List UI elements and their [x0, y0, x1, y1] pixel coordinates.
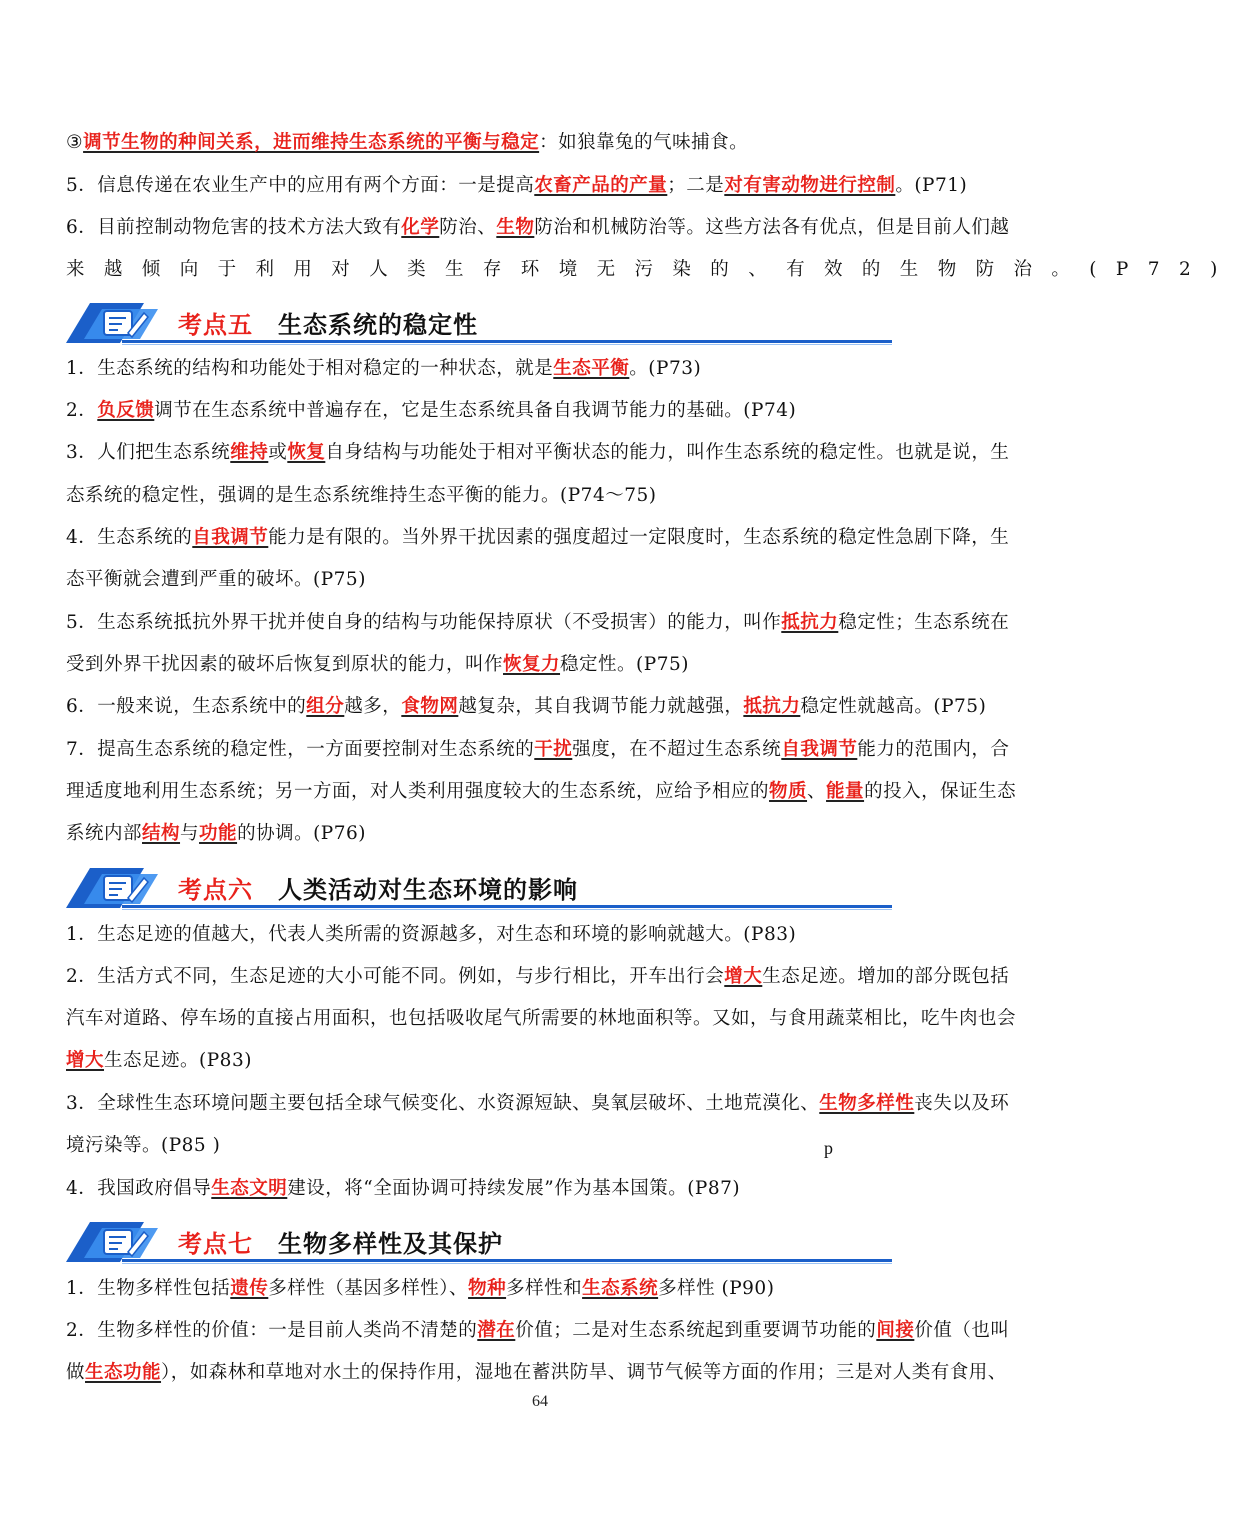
text-run: 建设，将“全面协调可持续发展”作为基本国策。(P87): [287, 1178, 741, 1199]
highlight-term: 生物: [496, 217, 535, 238]
text-run: 能力的范围内，合: [857, 739, 1010, 760]
text-run: 2．生活方式不同，生态足迹的大小可能不同。例如，与步行相比，开车出行会: [66, 966, 725, 987]
highlight-term: 功能: [199, 823, 238, 844]
text-run: 5．生态系统抵抗外界干扰并使自身的结构与功能保持原状（不受损害）的能力，叫作: [66, 612, 782, 633]
text-run: 能力是有限的。当外界干扰因素的强度超过一定限度时，生态系统的稳定性急剧下降，生: [268, 527, 1010, 548]
text-run: 汽车对道路、停车场的直接占用面积，也包括吸收尾气所需要的林地面积等。又如，与食用蔬菜相比，吃牛肉也会: [66, 1008, 1017, 1029]
highlight-term: 生态系统: [582, 1278, 659, 1299]
text-run: 生态足迹。(P83): [104, 1050, 252, 1071]
text-line: [66, 130, 1016, 156]
highlight-term: 抵抗力: [781, 612, 839, 633]
text-run: 。(P71): [895, 175, 968, 196]
section-header-7: [66, 1218, 892, 1266]
text-run: 越复杂，其自我调节能力就越强，: [458, 696, 744, 717]
text-run: 4．我国政府倡导: [66, 1178, 212, 1199]
text-line: [66, 821, 1016, 847]
text-run: 或: [268, 442, 288, 463]
text-line: [66, 1133, 1016, 1159]
text-line: [66, 610, 1016, 636]
text-run: 4．生态系统的: [66, 527, 193, 548]
highlight-term: 生态平衡: [553, 358, 630, 379]
text-run: 理适度地利用生态系统；另一方面，对人类利用强度较大的生态系统，应给予相应的: [66, 781, 770, 802]
text-line: [66, 215, 1016, 241]
text-run: 调节在生态系统中普遍存在，它是生态系统具备自我调节能力的基础。(P74): [154, 400, 797, 421]
highlight-term: 食物网: [401, 696, 459, 717]
highlight-term: 维持: [230, 442, 269, 463]
text-line: [66, 779, 1016, 805]
text-run: 6．目前控制动物危害的技术方法大致有: [66, 217, 402, 238]
highlight-term: 生态文明: [211, 1178, 288, 1199]
text-run: 生态足迹。增加的部分既包括: [762, 966, 1010, 987]
highlight-term: 物质: [769, 781, 808, 802]
highlight-term: 自我调节: [192, 527, 269, 548]
text-run: 做: [66, 1362, 86, 1383]
section-tag: 考点六: [178, 876, 253, 904]
text-line: [66, 1318, 1016, 1344]
text-run: 5．信息传递在农业生产中的应用有两个方面：一是提高: [66, 175, 535, 196]
text-line: [66, 356, 1016, 382]
highlight-term: 结构: [142, 823, 181, 844]
text-run: 3．全球性生态环境问题主要包括全球气候变化、水资源短缺、臭氧层破坏、土地荒漠化、: [66, 1093, 820, 1114]
text-run: 1．生物多样性包括: [66, 1278, 231, 1299]
highlight-term: 负反馈: [97, 400, 155, 421]
text-run: 价值（也叫: [914, 1320, 1010, 1341]
text-line: [66, 964, 1016, 990]
page-number: 64: [532, 1393, 548, 1410]
text-run: ；二是: [667, 175, 725, 196]
highlight-term: 增大: [66, 1050, 105, 1071]
highlight-term: 恢复力: [503, 654, 561, 675]
text-run: 受到外界干扰因素的破坏后恢复到原状的能力，叫作: [66, 654, 504, 675]
text-run: 稳定性。(P75): [560, 654, 689, 675]
highlight-term: 抵抗力: [743, 696, 801, 717]
text-run: 丧失以及环: [914, 1093, 1010, 1114]
highlight-term: 干扰: [534, 739, 573, 760]
section-title: 生态系统的稳定性: [278, 311, 478, 339]
text-run: 2．生物多样性的价值：一是目前人类尚不清楚的: [66, 1320, 478, 1341]
text-line: [66, 398, 1016, 424]
section-header-5: [66, 299, 892, 347]
text-run: ：如狼靠兔的气味捕食。: [539, 132, 749, 153]
text-run: ），如森林和草地对水土的保持作用，湿地在蓄洪防旱、调节气候等方面的作用；三是对人类有食用、: [161, 1362, 1007, 1383]
text-run: 强度，在不超过生态系统: [572, 739, 782, 760]
text-run: 系统内部: [66, 823, 143, 844]
text-line: [66, 1091, 1016, 1117]
text-line: [66, 257, 1237, 283]
text-run: 来越倾向于利用对人类生存环境无污染的、有效的生物防治。(P72): [66, 259, 1237, 280]
text-run: 越多，: [344, 696, 402, 717]
highlight-term: 潜在: [477, 1320, 516, 1341]
highlight-term: 自我调节: [781, 739, 858, 760]
text-run: 6．一般来说，生态系统中的: [66, 696, 307, 717]
text-line: [66, 652, 1016, 678]
text-line: [66, 694, 1016, 720]
text-line: [66, 1006, 1016, 1032]
text-run: 境污染等。(P85 ): [66, 1135, 221, 1156]
text-run: 稳定性就越高。(P75): [800, 696, 987, 717]
text-run: 、: [807, 781, 827, 802]
section-tag: 考点七: [178, 1230, 253, 1258]
text-line: [66, 440, 1016, 466]
text-run: 的协调。(P76): [237, 823, 366, 844]
text-line: [66, 1276, 1016, 1302]
text-run: 态系统的稳定性，强调的是生态系统维持生态平衡的能力。(P74～75): [66, 485, 657, 506]
text-run: 3．人们把生态系统: [66, 442, 231, 463]
highlight-term: 能量: [826, 781, 865, 802]
text-line: [66, 525, 1016, 551]
text-line: [66, 173, 1016, 199]
text-run: 的投入，保证生态: [864, 781, 1017, 802]
text-run: ③: [66, 132, 84, 153]
highlight-term: 调节生物的种间关系，进而维持生态系统的平衡与稳定: [83, 132, 540, 153]
text-line: [66, 1176, 1016, 1202]
text-line: [66, 922, 1016, 948]
highlight-term: 对有害动物进行控制: [724, 175, 896, 196]
text-run: 2．: [66, 400, 98, 421]
text-line: [66, 567, 1016, 593]
highlight-term: 农畜产品的产量: [534, 175, 668, 196]
text-run: 态平衡就会遭到严重的破坏。(P75): [66, 569, 366, 590]
section-title: 人类活动对生态环境的影响: [278, 876, 578, 904]
highlight-term: 组分: [306, 696, 345, 717]
text-line: [66, 737, 1016, 763]
text-run: 自身结构与功能处于相对平衡状态的能力，叫作生态系统的稳定性。也就是说，生: [325, 442, 1010, 463]
text-line: [66, 1360, 1016, 1386]
highlight-term: 恢复: [287, 442, 326, 463]
stray-mark: p: [824, 1138, 833, 1158]
text-run: 稳定性；生态系统在: [838, 612, 1010, 633]
highlight-term: 化学: [401, 217, 440, 238]
highlight-term: 生态功能: [85, 1362, 162, 1383]
section-title: 生物多样性及其保护: [278, 1230, 503, 1258]
text-run: 。(P73): [629, 358, 702, 379]
text-run: 多样性 (P90): [658, 1278, 775, 1299]
text-run: 与: [180, 823, 200, 844]
text-run: 防治、: [439, 217, 497, 238]
section-tag: 考点五: [178, 311, 253, 339]
highlight-term: 物种: [468, 1278, 507, 1299]
section-header-6: [66, 864, 892, 912]
highlight-term: 生物多样性: [819, 1093, 915, 1114]
text-run: 多样性（基因多样性）、: [268, 1278, 469, 1299]
text-line: [66, 483, 1016, 509]
highlight-term: 遗传: [230, 1278, 269, 1299]
text-run: 防治和机械防治等。这些方法各有优点，但是目前人们越: [534, 217, 1010, 238]
highlight-term: 间接: [876, 1320, 915, 1341]
text-line: [66, 1048, 1016, 1074]
text-run: 7．提高生态系统的稳定性，一方面要控制对生态系统的: [66, 739, 535, 760]
text-run: 价值；二是对生态系统起到重要调节功能的: [515, 1320, 877, 1341]
text-run: 多样性和: [506, 1278, 583, 1299]
text-run: 1．生态足迹的值越大，代表人类所需的资源越多，对生态和环境的影响就越大。(P83): [66, 924, 797, 945]
text-run: 1．生态系统的结构和功能处于相对稳定的一种状态，就是: [66, 358, 554, 379]
highlight-term: 增大: [724, 966, 763, 987]
